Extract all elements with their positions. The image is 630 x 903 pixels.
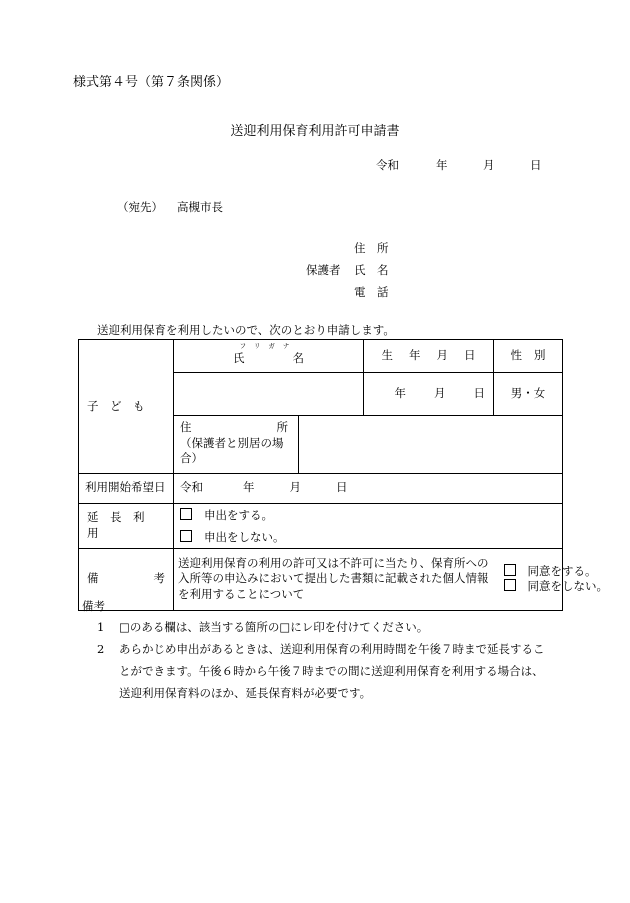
remarks-label-2: 考 (153, 571, 165, 586)
addressee-name: 高槻市長 (177, 200, 223, 214)
applicant-phone-label: 電 話 (354, 285, 389, 299)
birth-month-unit: 月 (434, 386, 446, 401)
address-label-1: 住 (180, 420, 192, 434)
start-day-unit: 日 (336, 480, 348, 495)
extension-option-no[interactable] (174, 526, 562, 548)
birth-char-2: 年 (409, 348, 421, 363)
addressee-prefix: （宛先） (117, 200, 163, 214)
intro-text: 送迎利用保育を利用したいので、次のとおり申請します。 (97, 323, 395, 337)
address-note: （保護者と別居の場合） (180, 435, 284, 466)
date-era: 令和 (376, 158, 399, 172)
birthdate-field[interactable] (364, 373, 494, 416)
applicant-guardian-label: 保護者 (306, 263, 341, 277)
page-title: 送迎利用保育利用許可申請書 (230, 124, 400, 139)
consent-option-yes[interactable] (504, 563, 597, 580)
start-date-label: 利用開始希望日 (79, 473, 174, 503)
extension-option-no-label: 申出をしない。 (204, 529, 285, 544)
name-char-1: 氏 (233, 350, 245, 365)
gender-options: 男・女 (510, 386, 546, 401)
consent-option-no-label: 同意をしない。 (527, 579, 608, 594)
form-number: 様式第４号（第７条関係） (73, 75, 230, 90)
name-char-2: 名 (292, 350, 304, 365)
start-date-field[interactable] (174, 473, 563, 503)
furigana-label: フリガナ (239, 341, 298, 350)
start-month-unit: 月 (289, 480, 301, 495)
note-number: 1 (97, 620, 105, 634)
gender-char-1: 性 (510, 348, 522, 363)
child-name-header[interactable] (174, 340, 364, 373)
gender-header (494, 340, 563, 373)
note-number: 2 (97, 642, 105, 656)
birth-day-unit: 日 (473, 386, 485, 401)
note-text: あらかじめ申出があるときは、送迎利用保育の利用時間を午後７時まで延長することができます。午後６時から午後７時までの間に送迎利用保育を利用する場合は、送迎利用保育料のほか、延長保育料が必要です。 (119, 642, 545, 700)
addressee (117, 199, 223, 215)
checkbox-icon[interactable] (180, 530, 192, 542)
notes-heading: 備考 (82, 599, 105, 613)
consent-text: 送迎利用保育の利用の許可又は不許可に当たり、保育所への入所等の申込みにおいて提出した書類に記載された個人情報を利用することについて (174, 548, 494, 610)
application-table (78, 339, 608, 611)
checkbox-icon[interactable] (504, 564, 516, 576)
birth-year-unit: 年 (394, 386, 406, 401)
child-label: 子 ど も (87, 398, 145, 413)
note-item (97, 638, 552, 704)
checkbox-icon[interactable] (180, 508, 192, 520)
extension-option-yes[interactable] (174, 504, 562, 526)
extension-label: 延 長 利 用 (87, 510, 156, 540)
gender-field[interactable] (494, 373, 563, 416)
consent-option-no[interactable] (504, 579, 608, 595)
applicant-name-label: 氏 名 (354, 263, 389, 277)
applicant-address-label: 住 所 (354, 241, 389, 255)
child-address-label-cell (174, 416, 299, 474)
extension-option-yes-label: 申出をする。 (204, 507, 273, 522)
date-day-unit: 日 (530, 158, 542, 172)
address-label-2: 所 (276, 420, 288, 434)
birth-char-3: 月 (436, 348, 448, 363)
consent-options (494, 548, 608, 610)
date-month-unit: 月 (483, 158, 495, 172)
checkbox-icon[interactable] (504, 579, 516, 591)
extension-options (174, 503, 563, 548)
gender-char-2: 別 (534, 348, 546, 363)
start-era: 令和 (180, 480, 203, 495)
extension-label-cell (79, 503, 174, 548)
birth-char-1: 生 (381, 348, 393, 363)
child-name-field[interactable] (174, 373, 364, 416)
birth-char-4: 日 (464, 348, 476, 363)
note-item (97, 616, 552, 638)
start-year-unit: 年 (243, 480, 255, 495)
child-address-field[interactable] (299, 416, 563, 474)
birthdate-header (364, 340, 494, 373)
date-year-unit: 年 (436, 158, 448, 172)
note-text: □のある欄は、該当する箇所の□にレ印を付けてください。 (119, 620, 429, 634)
child-label-cell (79, 340, 174, 474)
remarks-label-1: 備 (87, 571, 99, 586)
consent-option-yes-label: 同意をする。 (527, 563, 597, 578)
